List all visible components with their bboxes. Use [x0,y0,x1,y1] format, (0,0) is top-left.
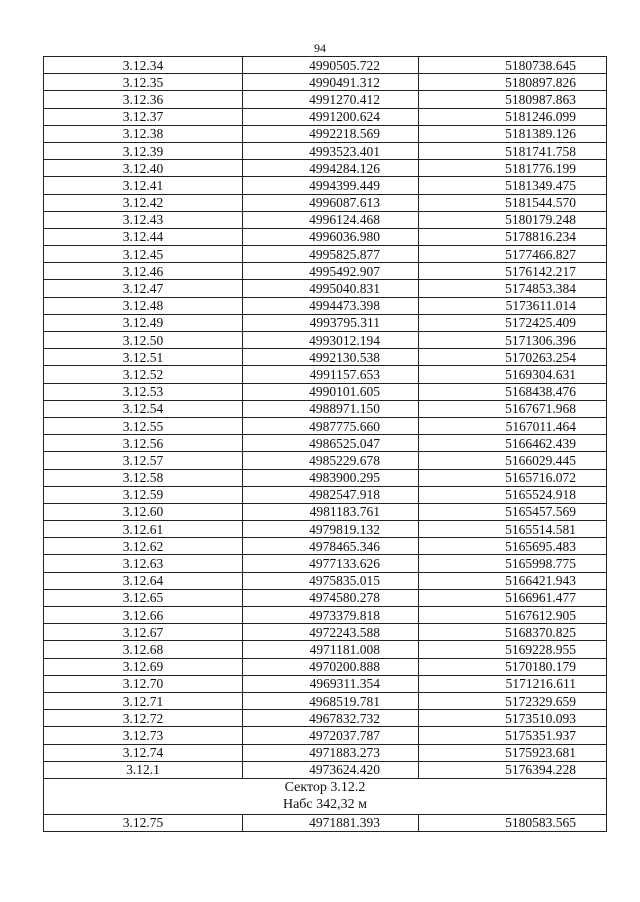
x-coordinate-cell: 4994284.126 [243,160,419,177]
y-coordinate-cell: 5171216.611 [419,675,607,692]
y-coordinate-cell: 5165695.483 [419,538,607,555]
y-coordinate-cell: 5168438.476 [419,383,607,400]
x-coordinate-cell: 4981183.761 [243,503,419,520]
x-coordinate-cell: 4996087.613 [243,194,419,211]
y-coordinate-cell: 5181389.126 [419,125,607,142]
table-row [44,503,607,520]
point-id-cell: 3.12.65 [44,589,243,606]
table-row [44,692,607,709]
x-coordinate-cell: 4994473.398 [243,297,419,314]
table-row [44,469,607,486]
x-coordinate-cell: 4987775.660 [243,417,419,434]
table-row [44,555,607,572]
table-row [44,814,607,831]
table-row [44,486,607,503]
point-id-cell: 3.12.55 [44,417,243,434]
x-coordinate-cell: 4970200.888 [243,658,419,675]
y-coordinate-cell: 5166961.477 [419,589,607,606]
y-coordinate-cell: 5181246.099 [419,108,607,125]
y-coordinate-cell: 5166421.943 [419,572,607,589]
point-id-cell: 3.12.52 [44,366,243,383]
table-row [44,297,607,314]
x-coordinate-cell: 4991157.653 [243,366,419,383]
coordinates-table [43,56,607,832]
coordinates-rows-before [44,57,607,779]
x-coordinate-cell: 4992130.538 [243,349,419,366]
x-coordinate-cell: 4988971.150 [243,400,419,417]
point-id-cell: 3.12.66 [44,607,243,624]
point-id-cell: 3.12.62 [44,538,243,555]
x-coordinate-cell: 4993012.194 [243,332,419,349]
table-row [44,727,607,744]
x-coordinate-cell: 4971883.273 [243,744,419,761]
page-number: 94 [314,41,326,55]
table-row [44,125,607,142]
y-coordinate-cell: 5175923.681 [419,744,607,761]
point-id-cell: 3.12.44 [44,228,243,245]
x-coordinate-cell: 4978465.346 [243,538,419,555]
table-row [44,57,607,74]
y-coordinate-cell: 5165998.775 [419,555,607,572]
x-coordinate-cell: 4973624.420 [243,761,419,778]
point-id-cell: 3.12.72 [44,710,243,727]
y-coordinate-cell: 5165716.072 [419,469,607,486]
x-coordinate-cell: 4969311.354 [243,675,419,692]
x-coordinate-cell: 4994399.449 [243,177,419,194]
x-coordinate-cell: 4971181.008 [243,641,419,658]
table-row [44,658,607,675]
point-id-cell: 3.12.41 [44,177,243,194]
y-coordinate-cell: 5172425.409 [419,314,607,331]
y-coordinate-cell: 5178816.234 [419,228,607,245]
x-coordinate-cell: 4968519.781 [243,692,419,709]
table-row [44,589,607,606]
point-id-cell: 3.12.69 [44,658,243,675]
point-id-cell: 3.12.64 [44,572,243,589]
coordinates-rows-after [44,814,607,831]
x-coordinate-cell: 4993795.311 [243,314,419,331]
point-id-cell: 3.12.35 [44,74,243,91]
y-coordinate-cell: 5165514.581 [419,521,607,538]
y-coordinate-cell: 5175351.937 [419,727,607,744]
x-coordinate-cell: 4990505.722 [243,57,419,74]
x-coordinate-cell: 4990491.312 [243,74,419,91]
section-height: Набс 342,32 м [282,797,368,813]
point-id-cell: 3.12.70 [44,675,243,692]
table-row [44,211,607,228]
point-id-cell: 3.12.46 [44,263,243,280]
table-row [44,538,607,555]
x-coordinate-cell: 4991200.624 [243,108,419,125]
x-coordinate-cell: 4996036.980 [243,228,419,245]
point-id-cell: 3.12.54 [44,400,243,417]
y-coordinate-cell: 5170263.254 [419,349,607,366]
table-row [44,383,607,400]
y-coordinate-cell: 5165457.569 [419,503,607,520]
x-coordinate-cell: 4983900.295 [243,469,419,486]
y-coordinate-cell: 5173510.093 [419,710,607,727]
x-coordinate-cell: 4996124.468 [243,211,419,228]
point-id-cell: 3.12.1 [44,761,243,778]
table-row [44,624,607,641]
point-id-cell: 3.12.67 [44,624,243,641]
y-coordinate-cell: 5180583.565 [419,814,607,831]
table-row [44,435,607,452]
y-coordinate-cell: 5167612.905 [419,607,607,624]
x-coordinate-cell: 4991270.412 [243,91,419,108]
point-id-cell: 3.12.73 [44,727,243,744]
point-id-cell: 3.12.38 [44,125,243,142]
x-coordinate-cell: 4982547.918 [243,486,419,503]
point-id-cell: 3.12.68 [44,641,243,658]
table-row [44,91,607,108]
y-coordinate-cell: 5168370.825 [419,624,607,641]
table-row [44,675,607,692]
x-coordinate-cell: 4973379.818 [243,607,419,624]
table-row [44,349,607,366]
y-coordinate-cell: 5172329.659 [419,692,607,709]
point-id-cell: 3.12.43 [44,211,243,228]
table-row [44,160,607,177]
table-row [44,521,607,538]
point-id-cell: 3.12.37 [44,108,243,125]
y-coordinate-cell: 5176394.228 [419,761,607,778]
point-id-cell: 3.12.75 [44,814,243,831]
y-coordinate-cell: 5181349.475 [419,177,607,194]
y-coordinate-cell: 5173611.014 [419,297,607,314]
table-row [44,246,607,263]
point-id-cell: 3.12.50 [44,332,243,349]
table-row [44,314,607,331]
y-coordinate-cell: 5180897.826 [419,74,607,91]
table-row [44,74,607,91]
point-id-cell: 3.12.61 [44,521,243,538]
point-id-cell: 3.12.48 [44,297,243,314]
point-id-cell: 3.12.53 [44,383,243,400]
point-id-cell: 3.12.34 [44,57,243,74]
table-row [44,572,607,589]
y-coordinate-cell: 5181776.199 [419,160,607,177]
x-coordinate-cell: 4986525.047 [243,435,419,452]
point-id-cell: 3.12.57 [44,452,243,469]
x-coordinate-cell: 4979819.132 [243,521,419,538]
table-row [44,607,607,624]
table-row [44,710,607,727]
y-coordinate-cell: 5176142.217 [419,263,607,280]
point-id-cell: 3.12.42 [44,194,243,211]
table-row [44,417,607,434]
point-id-cell: 3.12.51 [44,349,243,366]
point-id-cell: 3.12.56 [44,435,243,452]
y-coordinate-cell: 5180987.863 [419,91,607,108]
x-coordinate-cell: 4995040.831 [243,280,419,297]
y-coordinate-cell: 5180738.645 [419,57,607,74]
y-coordinate-cell: 5174853.384 [419,280,607,297]
x-coordinate-cell: 4967832.732 [243,710,419,727]
point-id-cell: 3.12.59 [44,486,243,503]
table-row [44,641,607,658]
point-id-cell: 3.12.47 [44,280,243,297]
section-header-cell [44,778,607,814]
table-row [44,366,607,383]
y-coordinate-cell: 5169304.631 [419,366,607,383]
y-coordinate-cell: 5167011.464 [419,417,607,434]
y-coordinate-cell: 5169228.955 [419,641,607,658]
table-row [44,761,607,778]
section-header-row [44,778,607,814]
y-coordinate-cell: 5170180.179 [419,658,607,675]
x-coordinate-cell: 4995825.877 [243,246,419,263]
point-id-cell: 3.12.71 [44,692,243,709]
table-row [44,744,607,761]
x-coordinate-cell: 4975835.015 [243,572,419,589]
x-coordinate-cell: 4995492.907 [243,263,419,280]
x-coordinate-cell: 4993523.401 [243,142,419,159]
y-coordinate-cell: 5166462.439 [419,435,607,452]
x-coordinate-cell: 4977133.626 [243,555,419,572]
point-id-cell: 3.12.74 [44,744,243,761]
point-id-cell: 3.12.45 [44,246,243,263]
table-row [44,228,607,245]
table-row [44,108,607,125]
section-block [44,778,607,814]
point-id-cell: 3.12.60 [44,503,243,520]
point-id-cell: 3.12.49 [44,314,243,331]
y-coordinate-cell: 5177466.827 [419,246,607,263]
table-row [44,452,607,469]
x-coordinate-cell: 4972243.588 [243,624,419,641]
table-row [44,332,607,349]
y-coordinate-cell: 5167671.968 [419,400,607,417]
point-id-cell: 3.12.36 [44,91,243,108]
y-coordinate-cell: 5181544.570 [419,194,607,211]
point-id-cell: 3.12.58 [44,469,243,486]
y-coordinate-cell: 5165524.918 [419,486,607,503]
point-id-cell: 3.12.40 [44,160,243,177]
x-coordinate-cell: 4972037.787 [243,727,419,744]
y-coordinate-cell: 5166029.445 [419,452,607,469]
table-row [44,400,607,417]
table-row [44,263,607,280]
point-id-cell: 3.12.39 [44,142,243,159]
y-coordinate-cell: 5180179.248 [419,211,607,228]
y-coordinate-cell: 5171306.396 [419,332,607,349]
table-row [44,194,607,211]
table-row [44,142,607,159]
section-title: Сектор 3.12.2 [284,780,366,796]
x-coordinate-cell: 4985229.678 [243,452,419,469]
y-coordinate-cell: 5181741.758 [419,142,607,159]
x-coordinate-cell: 4990101.605 [243,383,419,400]
point-id-cell: 3.12.63 [44,555,243,572]
table-row [44,280,607,297]
x-coordinate-cell: 4992218.569 [243,125,419,142]
x-coordinate-cell: 4974580.278 [243,589,419,606]
table-row [44,177,607,194]
x-coordinate-cell: 4971881.393 [243,814,419,831]
